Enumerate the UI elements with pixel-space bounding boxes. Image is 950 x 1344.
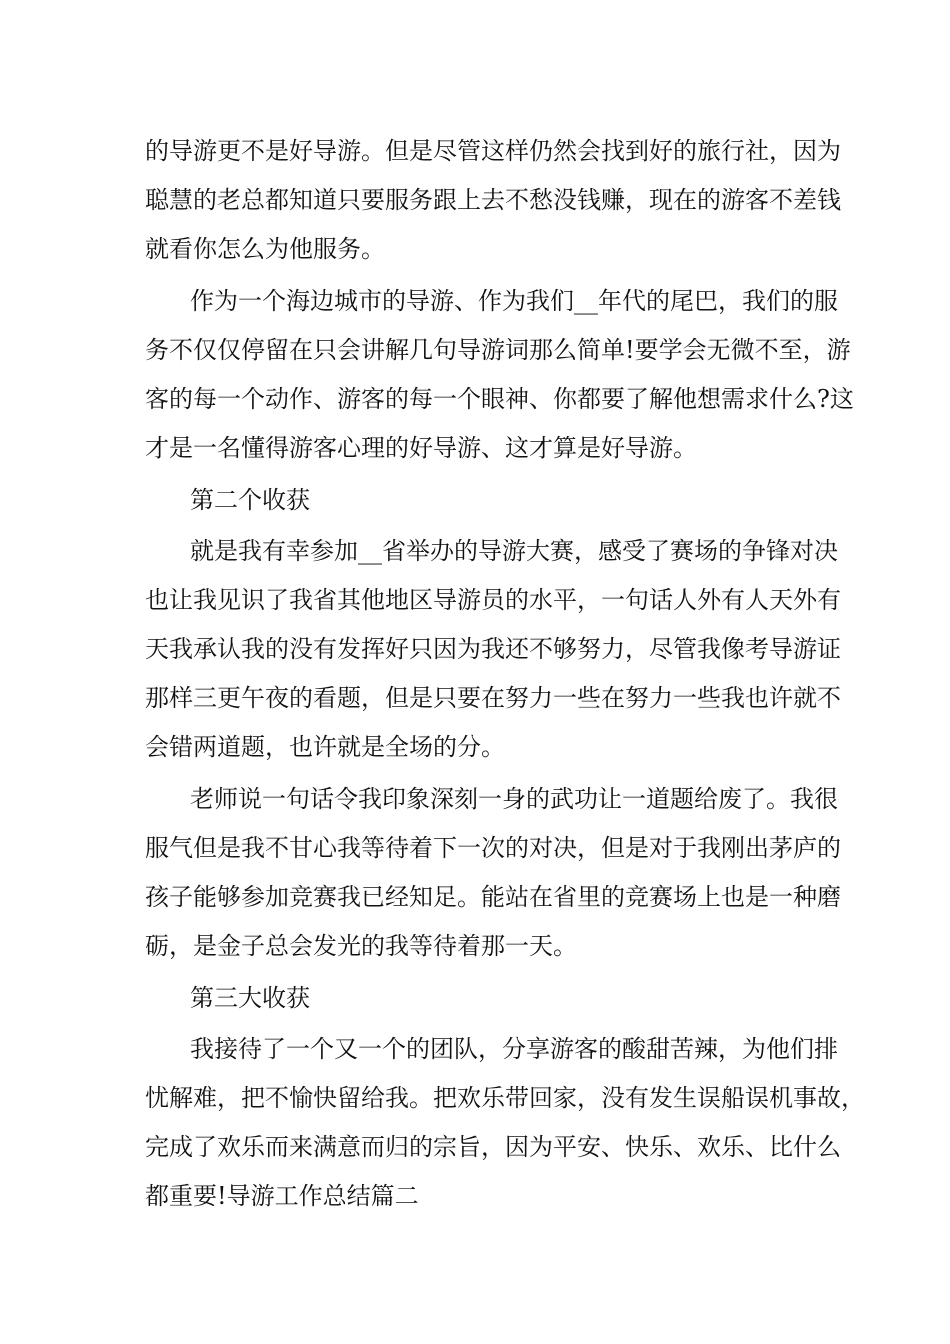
text-line: 就是我有幸参加__省举办的导游大赛，感受了赛场的争锋对决 [190,537,838,565]
text-line: 忧解难，把不愉快留给我。把欢乐带回家，没有发生误船误机事故， [145,1084,865,1112]
text-line: 那样三更午夜的看题，但是只要在努力一些在努力一些我也许就不 [145,684,841,712]
text-line: 就看你怎么为他服务。 [145,235,385,263]
text-line: 我接待了一个又一个的团队，分享游客的酸甜苦辣，为他们排 [190,1035,838,1063]
text-line: 聪慧的老总都知道只要服务跟上去不愁没钱赚，现在的游客不差钱 [145,186,841,214]
text-line: 也让我见识了我省其他地区导游员的水平，一句话人外有人天外有 [145,586,841,614]
text-line: 完成了欢乐而来满意而归的宗旨，因为平安、快乐、欢乐、比什么 [145,1133,841,1161]
text-line: 老师说一句话令我印象深刻一身的武功让一道题给废了。我很 [190,785,838,813]
text-line: 务不仅仅停留在只会讲解几句导游词那么简单!要学会无微不至，游 [145,336,851,364]
text-line: 才是一名懂得游客心理的好导游、这才算是好导游。 [145,434,697,462]
text-line: 天我承认我的没有发挥好只因为我还不够努力，尽管我像考导游证 [145,635,841,663]
text-line: 会错两道题，也许就是全场的分。 [145,733,505,761]
text-line: 砺，是金子总会发光的我等待着那一天。 [145,932,577,960]
section-heading: 第三大收获 [190,984,310,1012]
text-line: 孩子能够参加竞赛我已经知足。能站在省里的竞赛场上也是一种磨 [145,883,841,911]
text-line: 的导游更不是好导游。但是尽管这样仍然会找到好的旅行社，因为 [145,137,841,165]
section-heading: 第二个收获 [190,486,310,514]
text-line: 作为一个海边城市的导游、作为我们__年代的尾巴，我们的服 [190,287,838,315]
text-line: 都重要!导游工作总结篇二 [145,1182,419,1210]
text-line: 客的每一个动作、游客的每一个眼神、你都要了解他想需求什么?这 [145,385,854,413]
text-line: 服气但是我不甘心我等待着下一次的对决，但是对于我刚出茅庐的 [145,834,841,862]
